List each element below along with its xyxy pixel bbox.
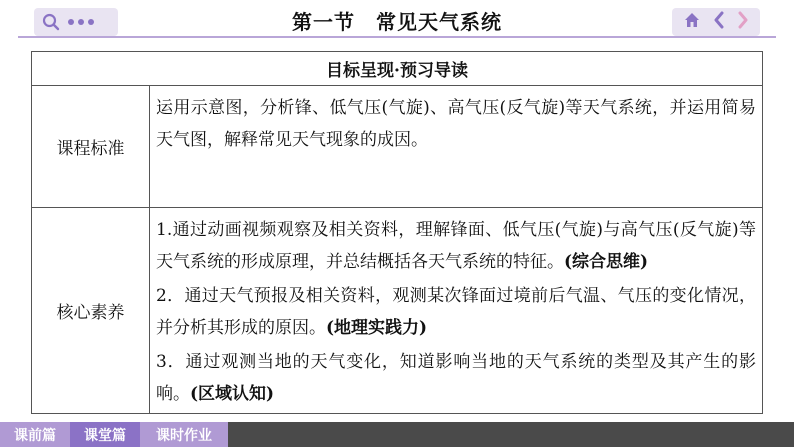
row-label: 核心素养 <box>32 208 150 413</box>
bottom-nav-bar <box>0 422 794 447</box>
tab-homework[interactable]: 课时作业 <box>140 422 228 447</box>
table-heading: 目标呈现·预习导读 <box>326 61 468 81</box>
literacy-item-text: 3．通过观测当地的天气变化，知道影响当地的天气系统的类型及其产生的影响。 <box>156 352 756 404</box>
literacy-item-tag: (地理实践力) <box>326 318 428 338</box>
next-arrow-icon[interactable] <box>737 11 749 33</box>
table-heading-row <box>32 52 762 86</box>
right-toolbar <box>672 8 760 36</box>
table-row <box>32 208 762 413</box>
header-divider <box>18 36 776 38</box>
literacy-item-text: 1.通过动画视频观察及相关资料，理解锋面、低气压(气旋)与高气压(反气旋)等天气系统的形成原理，并总结概括各天气系统的特征。 <box>156 220 756 272</box>
tab-in-class[interactable]: 课堂篇 <box>70 422 140 447</box>
row-content <box>150 86 762 207</box>
literacy-item <box>156 280 756 344</box>
row-label: 课程标准 <box>32 86 150 207</box>
home-icon[interactable] <box>683 11 701 33</box>
literacy-item-text: 2．通过天气预报及相关资料，观测某次锋面过境前后气温、气压的变化情况，并分析其形成的原因。 <box>156 286 756 338</box>
literacy-item <box>156 346 756 410</box>
curriculum-standard-text: 运用示意图，分析锋、低气压(气旋)、高气压(反气旋)等天气系统，并运用简易天气图，解释常见天气现象的成因。 <box>156 98 756 150</box>
prev-arrow-icon[interactable] <box>713 11 725 33</box>
top-header <box>0 0 794 44</box>
row-content <box>150 208 762 413</box>
page-title: 第一节 常见天气系统 <box>292 10 502 34</box>
literacy-item <box>156 214 756 278</box>
literacy-item-tag: (区域认知) <box>190 384 275 404</box>
objectives-table <box>31 51 763 414</box>
literacy-item-tag: (综合思维) <box>564 252 649 272</box>
tab-pre-class[interactable]: 课前篇 <box>0 422 70 447</box>
table-row <box>32 86 762 208</box>
